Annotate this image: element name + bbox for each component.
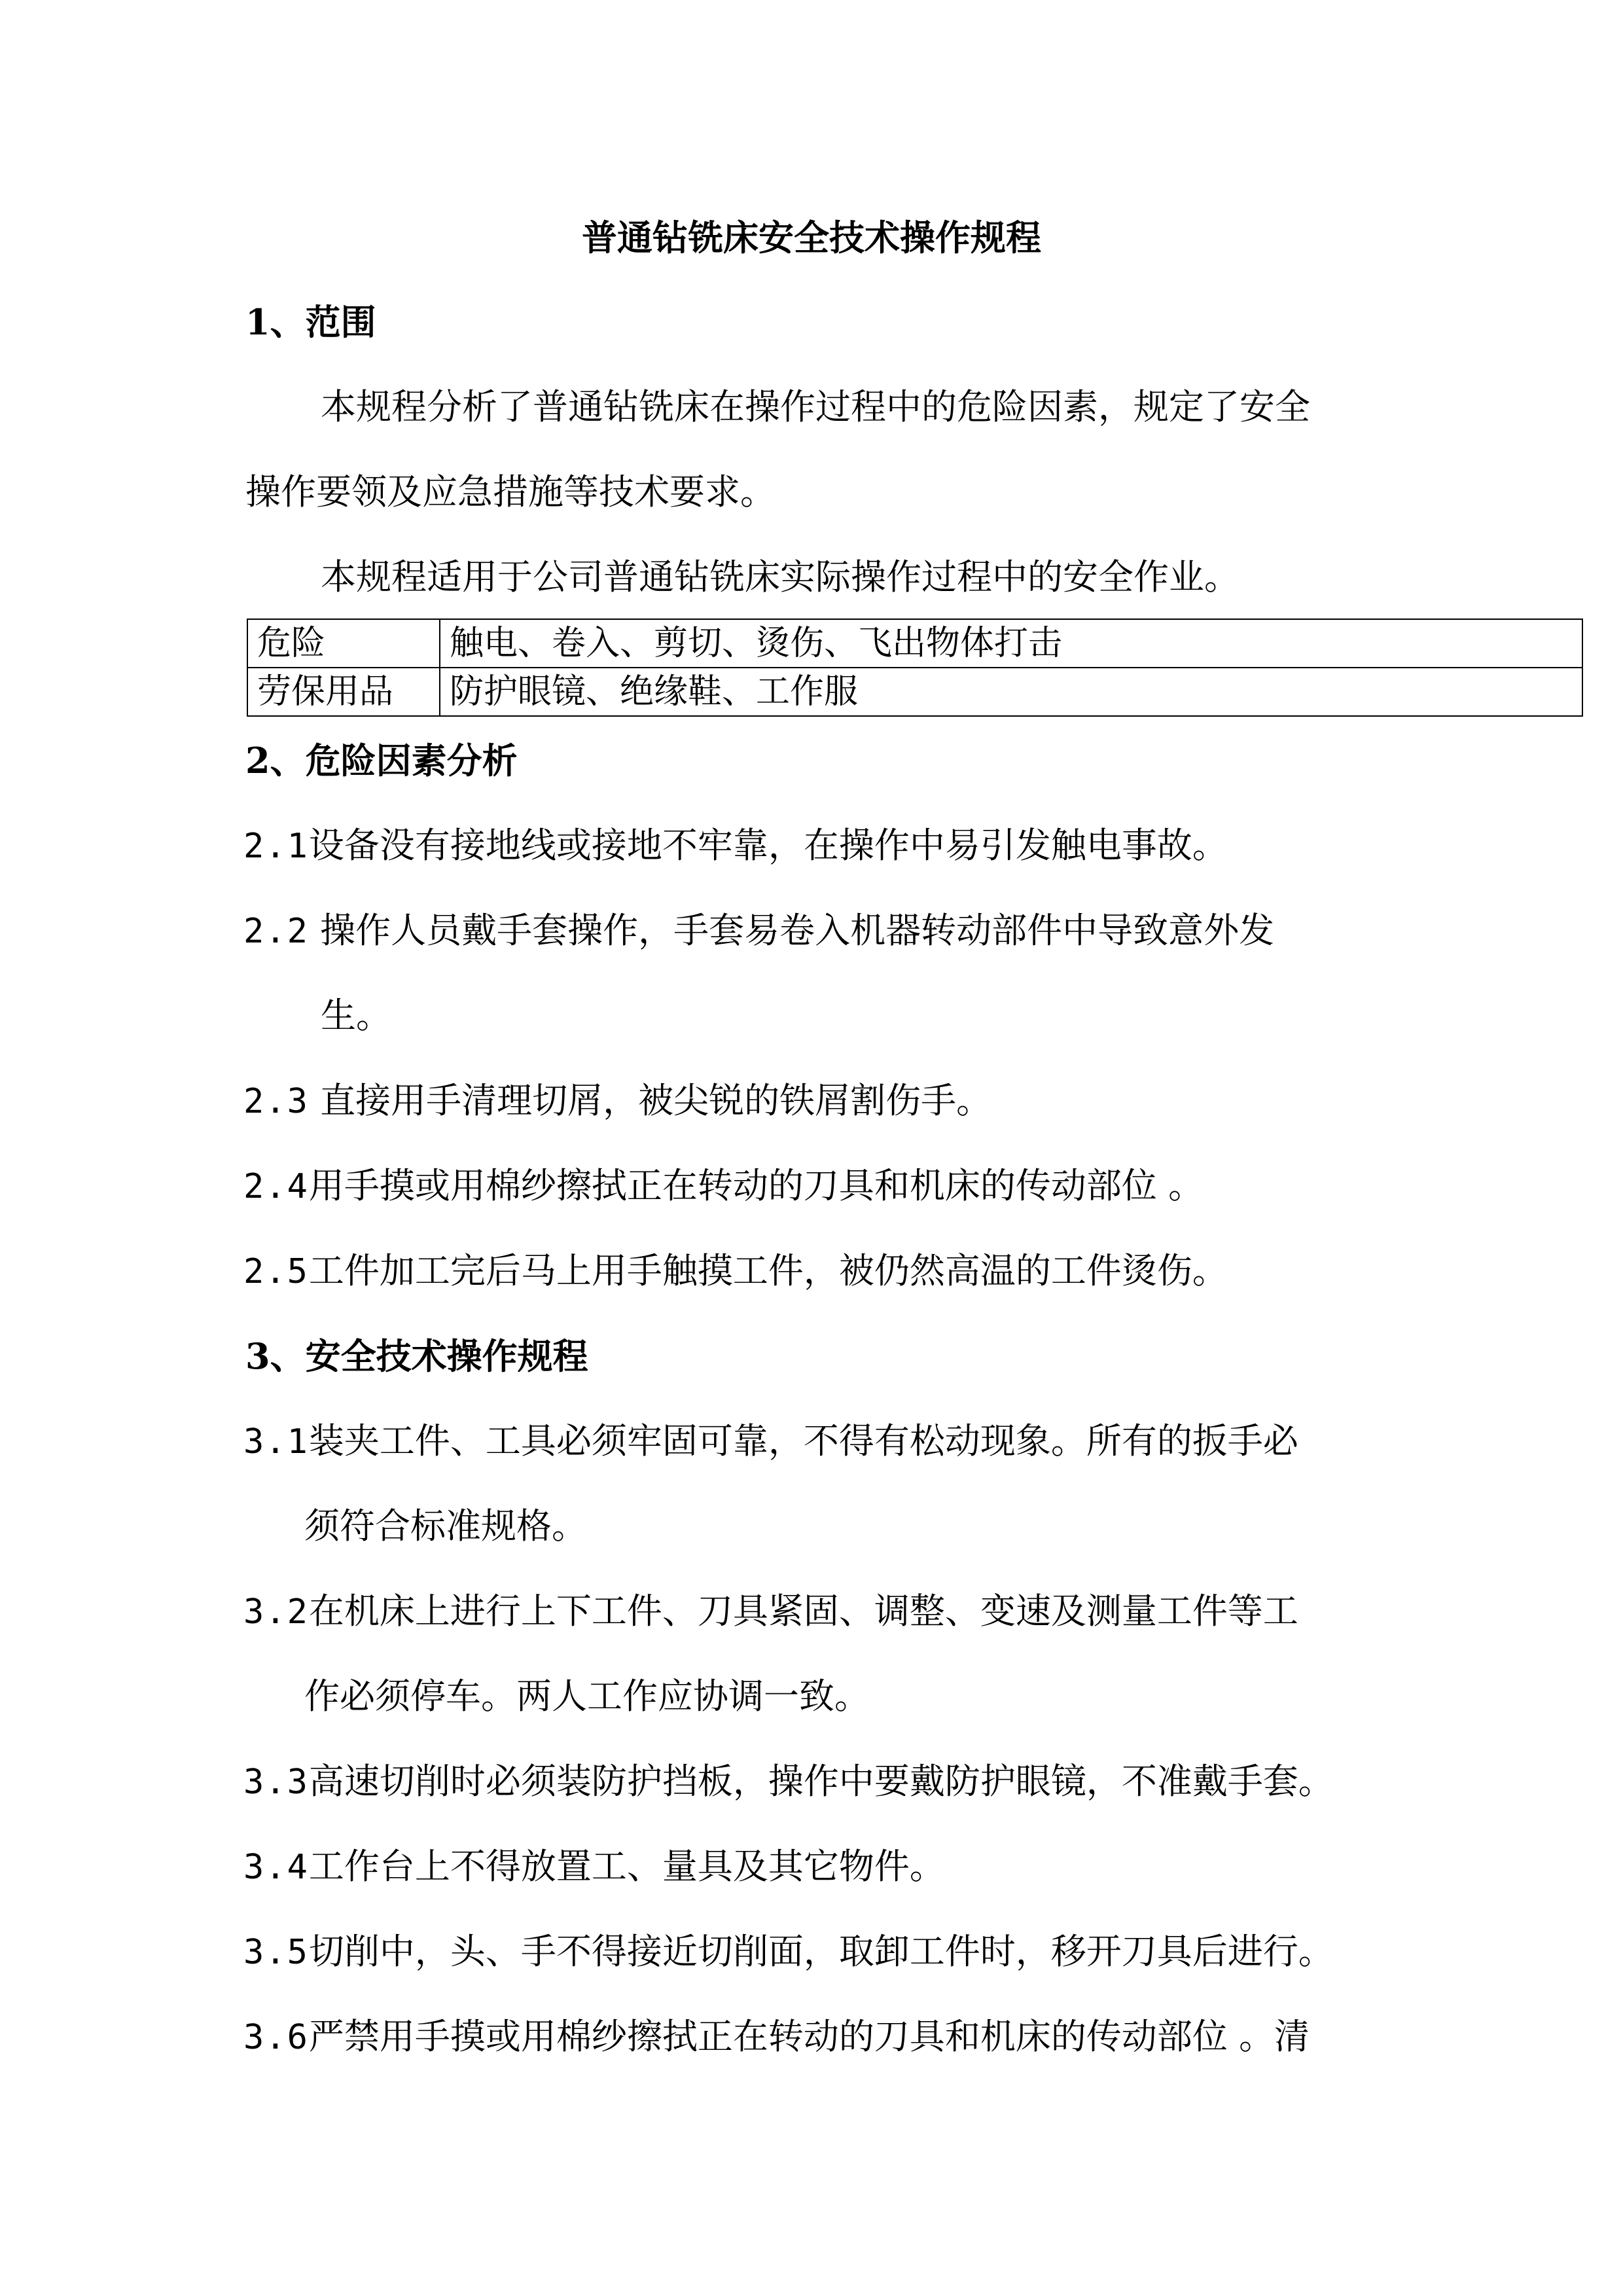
table-cell-key: 危险 bbox=[247, 619, 440, 668]
list-item bbox=[243, 1245, 1228, 1298]
item-text: 切削中，头、手不得接近切削面，取卸工件时，移开刀具后进行。 bbox=[308, 1931, 1334, 1972]
section-heading-safety-procedures: 3、安全技术操作规程 bbox=[245, 1335, 588, 1377]
list-item bbox=[243, 905, 1274, 958]
item-text: 装夹工件、工具必须牢固可靠，不得有松动现象。所有的扳手必 bbox=[308, 1420, 1298, 1462]
item-number: 2.5 bbox=[243, 1252, 309, 1291]
list-item bbox=[243, 1160, 1204, 1213]
scope-paragraph-applicability: 本规程适用于公司普通钻铣床实际操作过程中的安全作业。 bbox=[321, 556, 1240, 598]
item-number: 2.4 bbox=[243, 1167, 309, 1206]
item-text: 操作人员戴手套操作，手套易卷入机器转动部件中导致意外发 bbox=[308, 910, 1275, 951]
section-heading-hazard-analysis: 2、危险因素分析 bbox=[245, 740, 518, 781]
item-text: 用手摸或用棉纱擦拭正在转动的刀具和机床的传动部位 。 bbox=[308, 1165, 1204, 1206]
item-text: 严禁用手摸或用棉纱擦拭正在转动的刀具和机床的传动部位 。清 bbox=[308, 2016, 1310, 2057]
scope-paragraph-line-1: 本规程分析了普通钻铣床在操作过程中的危险因素，规定了安全 bbox=[321, 386, 1310, 427]
table-row bbox=[247, 619, 1582, 668]
item-number: 3.5 bbox=[243, 1933, 309, 1972]
list-item bbox=[243, 1415, 1298, 1468]
hazard-ppe-table bbox=[247, 619, 1583, 717]
item-number: 3.2 bbox=[243, 1592, 309, 1632]
item-continuation: 须符合标准规格。 bbox=[304, 1505, 587, 1547]
list-item bbox=[243, 1840, 945, 1893]
document-title: 普通钻铣床安全技术操作规程 bbox=[582, 217, 1041, 259]
table-row bbox=[247, 668, 1582, 716]
item-text: 工作台上不得放置工、量具及其它物件。 bbox=[308, 1846, 945, 1887]
list-item bbox=[243, 1926, 1334, 1979]
item-number: 3.1 bbox=[243, 1422, 309, 1462]
section-heading-scope: 1、范围 bbox=[245, 301, 376, 343]
item-number: 2.3 bbox=[243, 1082, 309, 1121]
item-number: 2.1 bbox=[243, 827, 309, 866]
item-text: 高速切削时必须装防护挡板，操作中要戴防护眼镜，不准戴手套。 bbox=[308, 1761, 1334, 1802]
item-number: 2.2 bbox=[243, 912, 309, 951]
list-item bbox=[243, 1755, 1334, 1808]
item-continuation: 作必须停车。两人工作应协调一致。 bbox=[304, 1676, 870, 1717]
list-item bbox=[243, 1585, 1298, 1638]
scope-paragraph-line-2: 操作要领及应急措施等技术要求。 bbox=[245, 471, 776, 512]
table-cell-value: 防护眼镜、绝缘鞋、工作服 bbox=[440, 668, 1582, 716]
item-continuation: 生。 bbox=[321, 995, 391, 1036]
item-text: 工件加工完后马上用手触摸工件，被仍然高温的工件烫伤。 bbox=[308, 1250, 1228, 1291]
item-text: 直接用手清理切屑，被尖锐的铁屑割伤手。 bbox=[308, 1080, 992, 1121]
item-number: 3.6 bbox=[243, 2018, 309, 2057]
list-item bbox=[243, 819, 1228, 872]
item-number: 3.4 bbox=[243, 1848, 309, 1887]
item-number: 3.3 bbox=[243, 1763, 309, 1802]
list-item bbox=[243, 1075, 991, 1128]
table-cell-value: 触电、卷入、剪切、烫伤、飞出物体打击 bbox=[440, 619, 1582, 668]
table-cell-key: 劳保用品 bbox=[247, 668, 440, 716]
list-item bbox=[243, 2011, 1310, 2064]
item-text: 设备没有接地线或接地不牢靠，在操作中易引发触电事故。 bbox=[308, 825, 1228, 866]
item-text: 在机床上进行上下工件、刀具紧固、调整、变速及测量工件等工 bbox=[308, 1590, 1298, 1632]
